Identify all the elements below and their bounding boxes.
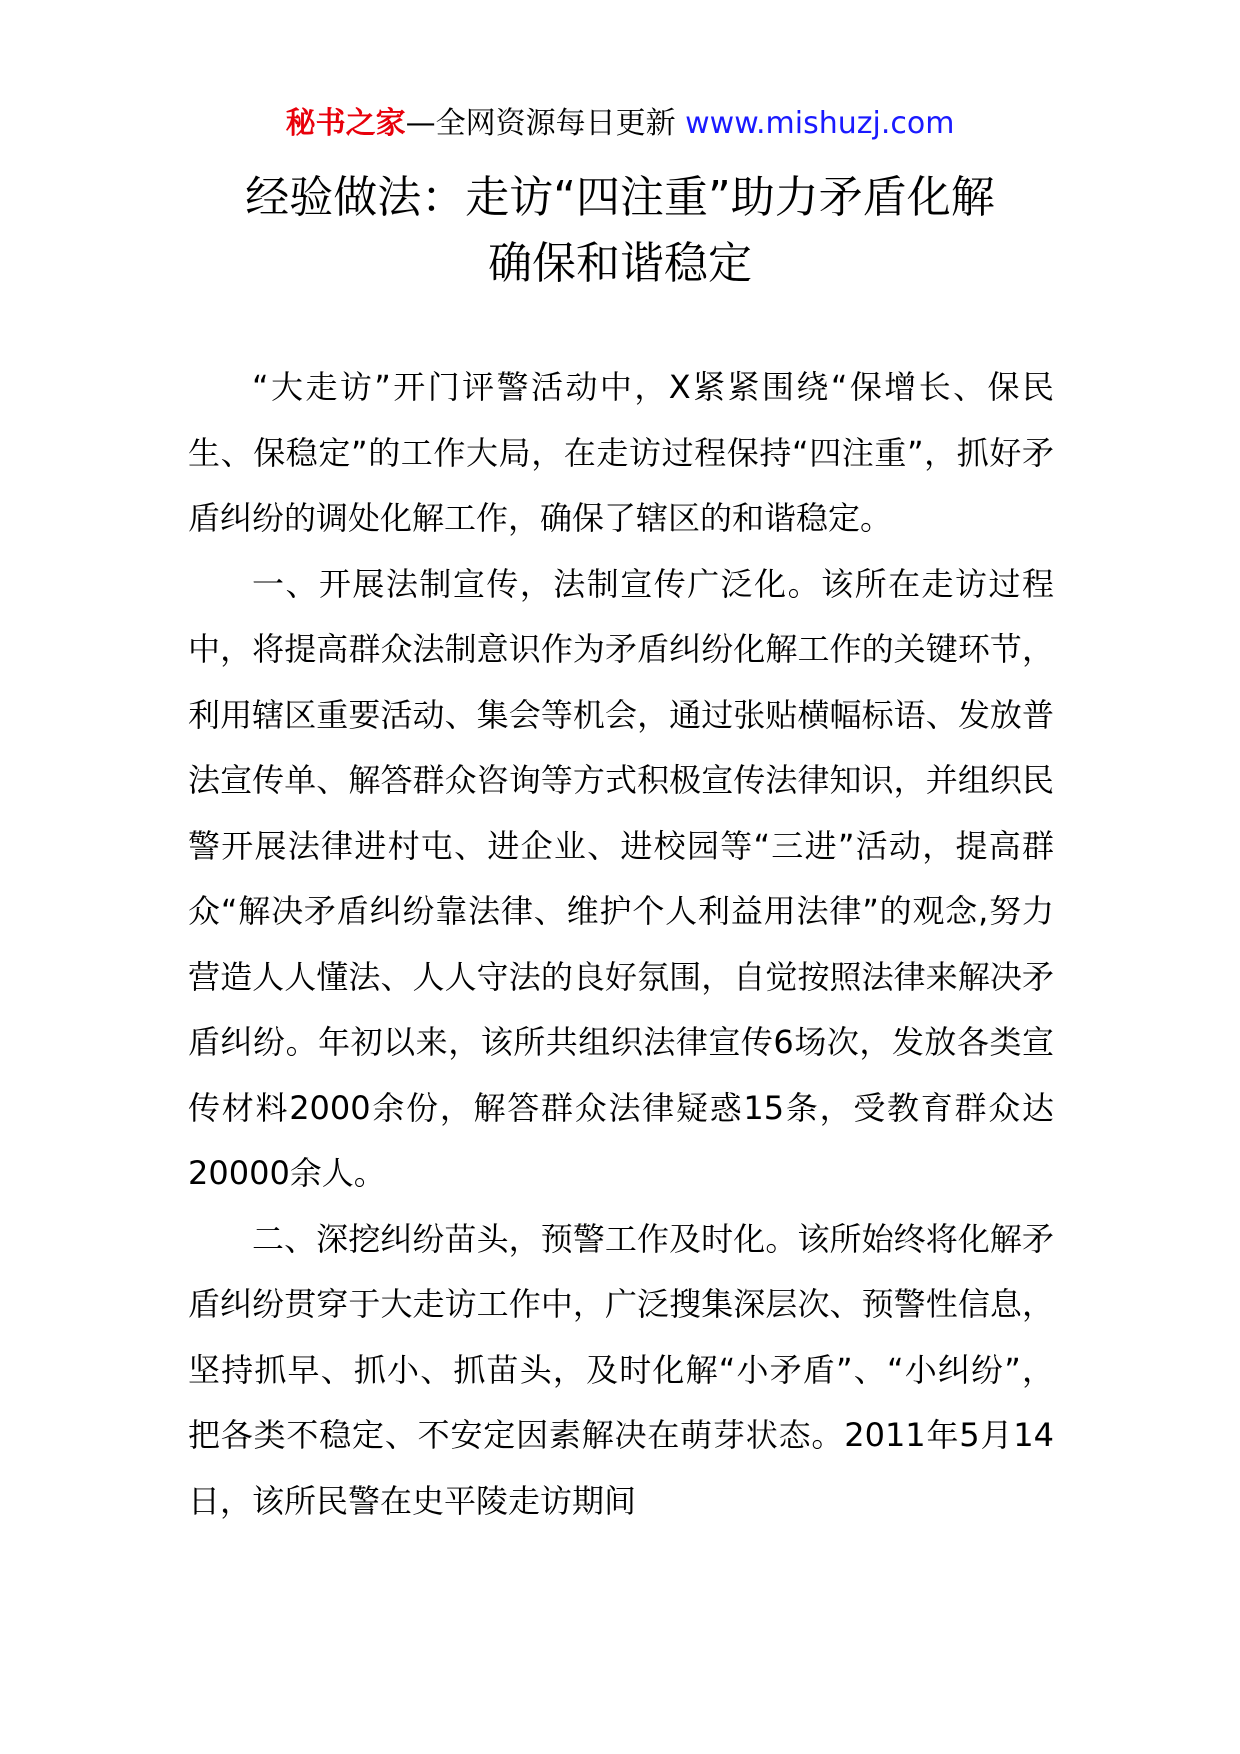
- document-title: [0, 165, 1240, 297]
- paragraph-section-1: 一、开展法制宣传，法制宣传广泛化。该所在走访过程中，将提高群众法制意识作为矛盾纠纷化解工作的关键环节，利用辖区重要活动、集会等机会，通过张贴横幅标语、发放普法宣传单、解答群众咨询等方式积极宣传法律知识，并组织民警开展法律进村屯、进企业、进校园等“三进”活动，提高群众“解决矛盾纠纷靠法律、维护个人利益用法律”的观念,努力营造人人懂法、人人守法的良好氛围，自觉按照法律来解决矛盾纠纷。年初以来，该所共组织法律宣传6场次，发放各类宣传材料2000余份，解答群众法律疑惑15条，受教育群众达20000余人。: [188, 564, 1054, 1192]
- title-line-1: 经验做法：走访“四注重”助力矛盾化解: [245, 172, 995, 223]
- document-body: [188, 355, 1054, 1534]
- brand-name: 秘书之家: [285, 106, 406, 141]
- header-tagline: —全网资源每日更新: [405, 106, 686, 141]
- title-line-2: 确保和谐稳定: [488, 238, 752, 289]
- site-header: [0, 100, 1240, 148]
- paragraph-section-2: 二、深挖纠纷苗头，预警工作及时化。该所始终将化解矛盾纠纷贯穿于大走访工作中，广泛搜集深层次、预警性信息，坚持抓早、抓小、抓苗头，及时化解“小矛盾”、“小纠纷”，把各类不稳定、不安定因素解决在萌芽状态。2011年5月14日，该所民警在史平陵走访期间: [188, 1219, 1054, 1520]
- paragraph-intro: “大走访”开门评警活动中，X紧紧围绕“保增长、保民生、保稳定”的工作大局，在走访过程保持“四注重”，抓好矛盾纠纷的调处化解工作，确保了辖区的和谐稳定。: [188, 368, 1054, 537]
- site-url[interactable]: www.mishuzj.com: [685, 106, 955, 141]
